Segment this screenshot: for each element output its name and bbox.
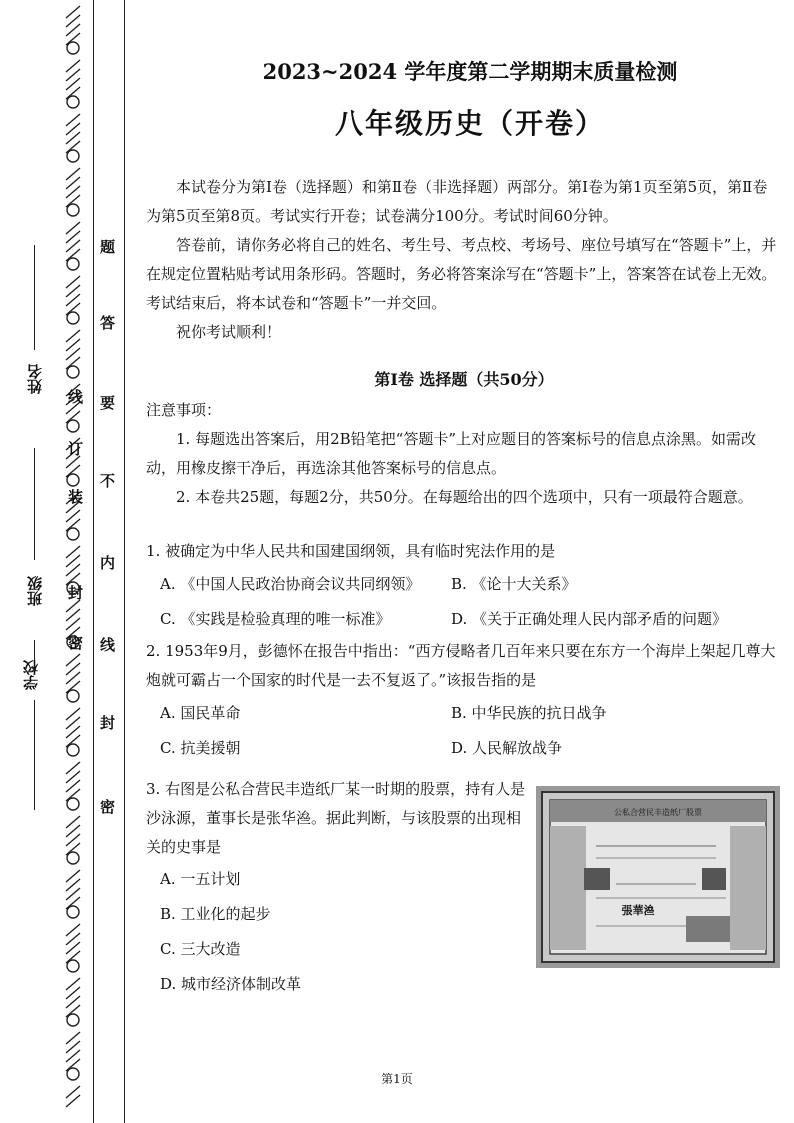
exam-subtitle: 八年级历史（开卷） — [334, 107, 605, 140]
seal-char: 内 — [100, 554, 117, 572]
school-fill-line[interactable] — [34, 700, 35, 810]
seal-circle — [67, 150, 79, 162]
seal-circle — [67, 906, 79, 918]
note-1: 1. 每题选出答案后，用2B铅笔把“答题卡”上对应题目的答案标号的信息点涂黑。如需改动，用橡皮擦干净后，再选涂其他答案标号的信息点。 — [146, 430, 756, 477]
seal-char: 要 — [100, 394, 117, 412]
notes-block — [146, 396, 782, 512]
exam-title: 2023~2024 学年度第二学期期末质量检测 — [262, 59, 678, 84]
seal-circle — [67, 798, 79, 810]
option-c: C. 三大改造 — [160, 940, 241, 958]
seal-char: 封 — [68, 584, 85, 602]
binding-rule-1 — [93, 0, 94, 1123]
seal-char: 不 — [100, 472, 117, 490]
question-stem: 2. 1953年9月，彭德怀在报告中指出：“西方侵略者几百年来只要在东方一个海岸上架起几尊大炮就可霸占一个国家的时代是一去不复返了。”该报告指的是 — [146, 642, 776, 689]
name-label: 姓名 — [26, 364, 44, 394]
class-label: 班级 — [26, 576, 44, 606]
seal-circle — [67, 366, 79, 378]
option-d: D. 人民解放战争 — [451, 739, 563, 757]
binding-margin — [0, 0, 130, 1123]
seal-circle — [67, 474, 79, 486]
section-title: 第Ⅰ卷 选择题（共50分） — [374, 370, 554, 389]
seal-circle — [67, 204, 79, 216]
question-1 — [146, 537, 782, 634]
seal-char: 密 — [68, 634, 85, 652]
seal-char: 线 — [100, 636, 117, 654]
option-d: D. 《关于正确处理人民内部矛盾的问题》 — [451, 610, 728, 628]
option-c: C. 《实践是检验真理的唯一标准》 — [160, 610, 391, 628]
stock-chairman-sign: 張華㴉 — [621, 904, 655, 917]
question-3-stem: 3. 右图是公私合营民丰造纸厂某一时期的股票，持有人是沙泳源，董事长是张华㴉。据此判断，与该股票的出现相关的史事是 — [146, 780, 526, 856]
question-3-options — [146, 862, 528, 1002]
seal-char: 密 — [100, 798, 117, 816]
stock-certificate-drawing — [536, 786, 780, 968]
seal-circle — [67, 420, 79, 432]
seal-circle — [67, 312, 79, 324]
seal-circle — [67, 744, 79, 756]
option-a: A. 《中国人民政治协商会议共同纲领》 — [160, 575, 421, 593]
name-fill-line[interactable] — [34, 245, 35, 350]
intro-paragraph-3: 祝你考试顺利！ — [176, 323, 282, 341]
binding-rule-2 — [124, 0, 125, 1123]
seal-circle — [67, 690, 79, 702]
school-label: 学校 — [22, 660, 40, 690]
seal-circle — [67, 1014, 79, 1026]
intro-paragraph-2: 答卷前，请你务必将自己的姓名、考生号、考点校、考场号、座位号填写在“答题卡”上，并在规定位置粘贴考试用条形码。答题时，务必将答案涂写在“答题卡”上，答案答在试卷上无效。考试结束后，将本试卷和“答题卡”一并交回。 — [146, 236, 777, 312]
question-2 — [146, 637, 782, 763]
option-b: B. 《论十大关系》 — [451, 575, 577, 593]
option-d: D. 城市经济体制改革 — [160, 975, 302, 993]
school-fill-line-top[interactable] — [34, 640, 35, 662]
seal-char: 题 — [100, 238, 117, 256]
option-b: B. 中华民族的抗日战争 — [451, 704, 607, 722]
seal-circle — [67, 960, 79, 972]
stock-header-text: 公私合营民丰造纸厂股票 — [614, 808, 702, 817]
seal-char: 封 — [100, 714, 117, 732]
option-c: C. 抗美援朝 — [160, 739, 241, 757]
option-b: B. 工业化的起步 — [160, 905, 271, 923]
notes-heading: 注意事项： — [146, 401, 222, 419]
option-a: A. 国民革命 — [160, 704, 241, 722]
seal-char: 订 — [68, 440, 85, 458]
seal-char: 线 — [68, 388, 85, 406]
seal-char: 装 — [68, 488, 85, 506]
class-fill-line[interactable] — [34, 448, 35, 560]
seal-circle — [67, 852, 79, 864]
seal-circle — [67, 96, 79, 108]
note-2: 2. 本卷共25题，每题2分，共50分。在每题给出的四个选项中，只有一项最符合题意。 — [176, 488, 753, 506]
intro-paragraph-1: 本试卷分为第Ⅰ卷（选择题）和第Ⅱ卷（非选择题）两部分。第Ⅰ卷为第1页至第5页，第Ⅱ卷为第5页至第8页。考试实行开卷；试卷满分100分。考试时间60分钟。 — [146, 178, 768, 225]
question-stem: 1. 被确定为中华人民共和国建国纲领，具有临时宪法作用的是 — [146, 542, 556, 560]
option-a: A. 一五计划 — [160, 870, 241, 888]
seal-circle — [67, 42, 79, 54]
intro-block — [146, 173, 782, 347]
stock-certificate-image — [536, 786, 780, 968]
seal-circle — [67, 258, 79, 270]
seal-circle — [67, 528, 79, 540]
page-number: 第1页 — [381, 1072, 413, 1086]
seal-char: 答 — [100, 314, 117, 332]
